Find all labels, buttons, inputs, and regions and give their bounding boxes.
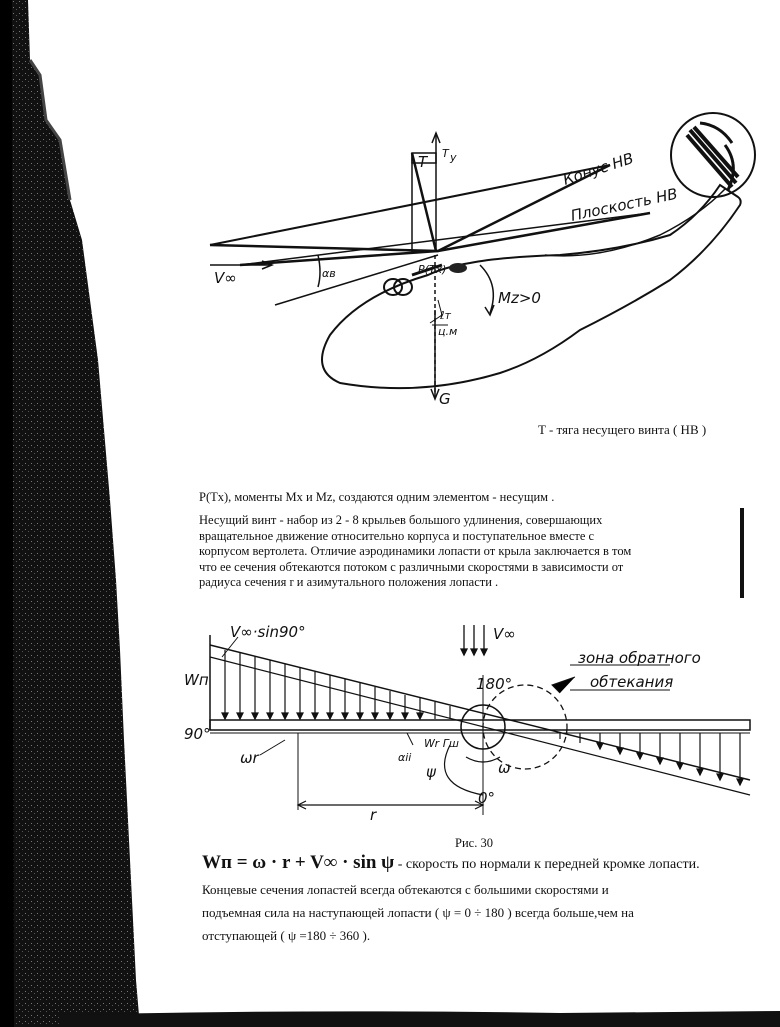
paragraph-line: Несущий винт - набор из 2 - 8 крыльев большого удлинения, совершающих — [199, 513, 603, 527]
text-paragraph-2 — [199, 513, 751, 591]
omega-label: ω — [498, 759, 511, 777]
offset-label: ℓт — [440, 309, 451, 322]
v-inf-label: V∞ — [493, 625, 516, 643]
r-label: r — [370, 806, 377, 824]
bottom-paragraph — [202, 878, 762, 947]
reverse-flow-zone — [483, 685, 567, 769]
scan-edge-shadow — [0, 0, 140, 1027]
velocity-label: V∞ — [214, 269, 237, 287]
wr-small-label: Wr Гш — [424, 737, 459, 750]
paragraph-line: корпусом вертолета. Отличие аэродинамики лопасти от крыла заключается в том — [199, 544, 632, 559]
helicopter-diagram — [180, 105, 760, 415]
paragraph-line: вращательное движение относительно корпуса и поступательное вместе с — [199, 528, 595, 543]
scan-bottom-edge — [0, 1005, 780, 1027]
paragraph-line: что ее сечения обтекаются потоком с различными скоростями в зависимости от — [199, 559, 624, 574]
weight-label: G — [439, 390, 451, 408]
moment-label: Mz>0 — [498, 289, 541, 307]
reverse-zone-label-1: зона обратного — [578, 649, 701, 667]
wn-label: Wп — [184, 671, 209, 689]
blade-velocity-diagram — [180, 615, 780, 830]
bottom-line: Концевые сечения лопастей всегда обтекаются с большими скоростями и — [202, 882, 609, 897]
deg90-label: 90° — [184, 725, 211, 743]
psi-label: ψ — [426, 763, 436, 781]
rotor-plane-label: Плоскость НВ — [569, 184, 680, 225]
alpha-label: αв — [322, 267, 336, 280]
a-small-label: αii — [398, 751, 412, 764]
margin-bar — [740, 508, 748, 598]
formula-rhs: = ω · r + V∞ · sin ψ — [231, 852, 395, 873]
paragraph-line: радиуса сечения r и азимутального положения лопасти . — [199, 575, 499, 590]
text-line-1: P(Tx), моменты Mx и Mz, создаются одним элементом - несущим . — [199, 490, 555, 504]
deg180-label: 180° — [476, 675, 513, 693]
bottom-line: отступающей ( ψ =180 ÷ 360 ). — [202, 928, 371, 943]
omega-r-label: ωr — [240, 749, 259, 767]
offset2-label: ц.м — [438, 325, 458, 338]
thrust-y-sub-label: y — [450, 151, 457, 164]
p-tx-label: P(Tx) — [418, 263, 447, 276]
rotor-cone-label: Конус НВ — [560, 149, 636, 189]
thrust-label: T — [418, 153, 428, 171]
thrust-y-label: T — [442, 147, 449, 160]
deg0-label: 0° — [478, 789, 496, 807]
formula — [202, 852, 700, 874]
vsin-label: V∞·sin90° — [230, 623, 306, 641]
formula-description: - скорость по нормали к передней кромке лопасти. — [394, 857, 700, 872]
formula-lhs: Wп — [202, 852, 232, 873]
reverse-zone-label-2: обтекания — [590, 673, 674, 691]
figure1-caption: T - тяга несущего винта ( НВ ) — [538, 422, 707, 437]
figure2-caption: Рис. 30 — [455, 836, 493, 850]
bottom-line: подъемная сила на наступающей лопасти ( ψ = 0 ÷ 180 ) всегда больше,чем на — [202, 905, 634, 920]
